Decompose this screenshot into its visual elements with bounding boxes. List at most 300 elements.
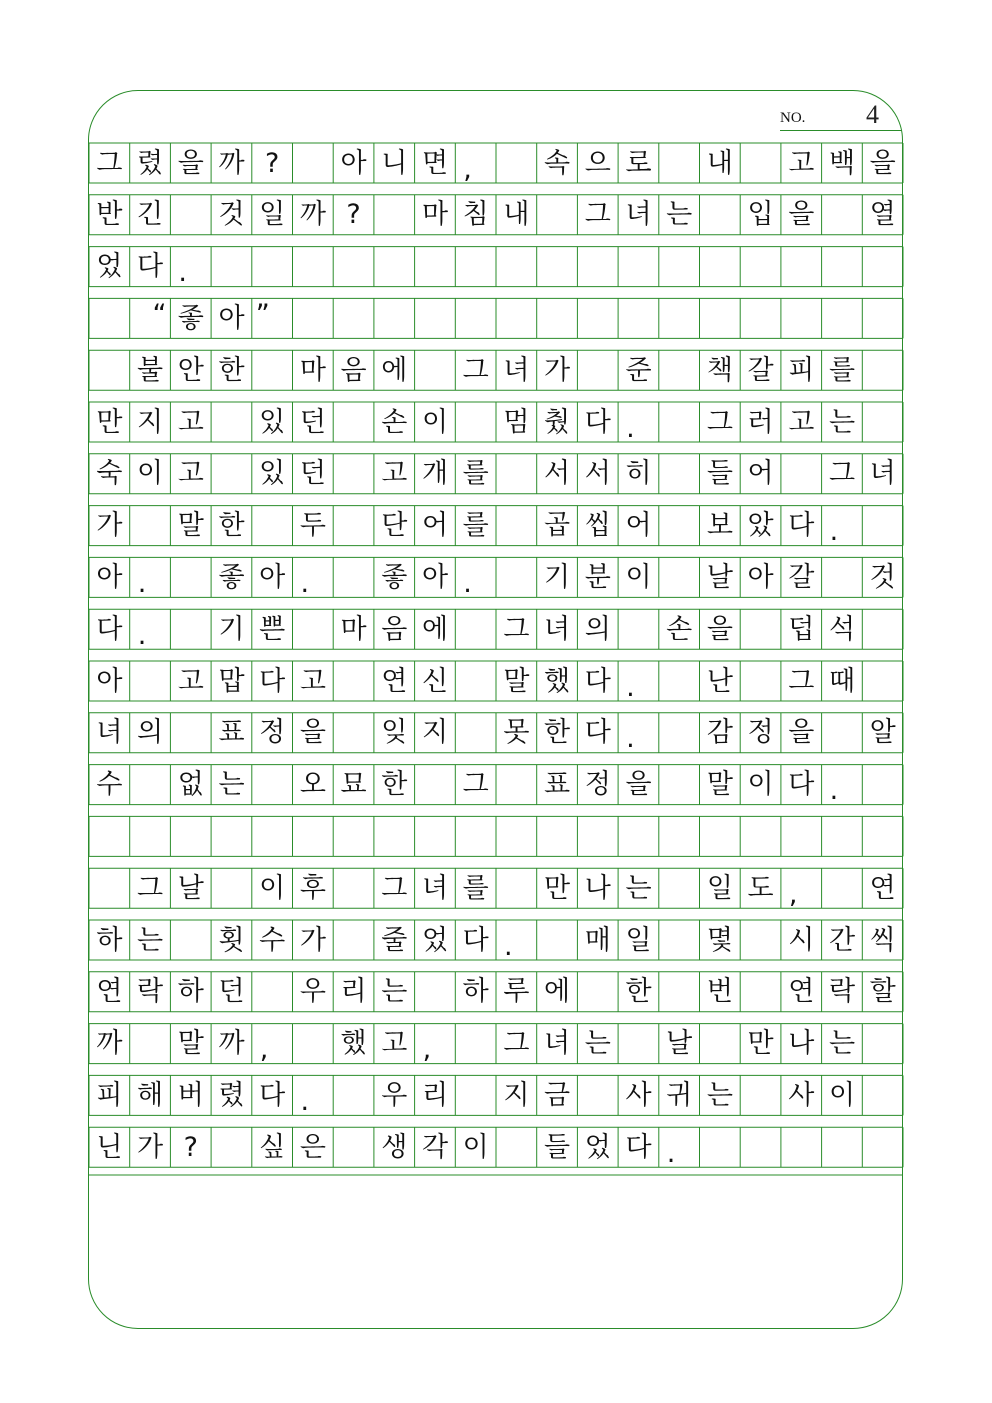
grid-cell-char: 있 [259,458,286,490]
grid-cell-char: 고 [177,458,204,490]
grid-cell-char: 덥 [788,613,815,645]
grid-cell-char [130,1024,171,1064]
grid-cell-char: 감 [706,717,733,749]
grid-cell-char: 갈 [788,561,815,593]
grid-cell-char [170,713,211,753]
grid-cell-char: . [137,567,147,599]
grid-cell-char: 우 [381,1079,408,1111]
grid-cell-char: 불 [137,354,164,386]
grid-cell-char: ? [346,199,361,231]
grid-cell-char [659,661,700,701]
grid-cell-char [700,195,741,235]
grid-cell-char: . [137,619,147,651]
grid-cell-char [252,506,293,546]
grid-cell-char: 닌 [96,1131,123,1163]
grid-cell-char: 었 [584,1131,611,1163]
grid-cell-char: 니 [381,147,408,179]
grid-cell-char: 싶 [259,1131,286,1163]
grid-cell-char: 녀 [544,1028,571,1060]
grid-cell-char: “ [152,298,167,330]
grid-cell-char [170,609,211,649]
grid-cell-char: ? [183,1131,198,1163]
grid-cell-char [455,1024,496,1064]
grid-cell-char: 는 [381,976,408,1008]
grid-cell-char [252,972,293,1012]
grid-cell-char: 마 [421,199,449,231]
grid-cell-char: 고 [177,665,204,697]
grid-cell-char: ” [255,298,270,330]
grid-cell-char: 한 [544,717,571,749]
grid-cell-char [618,609,659,649]
grid-cell-char [822,557,863,597]
grid-cell-char: 를 [828,354,856,386]
grid-cell-char: 정 [584,769,611,801]
grid-cell-char: 지 [137,406,164,438]
grid-cell-char: 한 [625,976,652,1008]
grid-cell-char: 을 [706,613,733,645]
grid-cell-char [455,661,496,701]
grid-cell-char: 없 [177,769,204,801]
grid-cell-char: 지 [421,717,449,749]
grid-cell-char: 그 [503,1028,530,1060]
grid-cell-char: 것 [869,561,896,593]
grid-cell-char: . [829,516,839,548]
grid-cell-char: 때 [828,665,856,697]
grid-cell-char: 루 [503,976,530,1008]
grid-cell-char: . [666,1137,676,1169]
grid-cell-char: 수 [259,924,286,956]
grid-cell-char: 까 [218,1028,245,1060]
grid-cell-char: 날 [706,561,733,593]
grid-cell-char: 생 [381,1131,408,1163]
grid-cell-char [170,195,211,235]
grid-cell-char: 이 [828,1079,856,1111]
grid-cell-char: 의 [584,613,611,645]
grid-cell-char: 를 [462,510,489,542]
grid-cell-char: 고 [381,1028,408,1060]
grid-cell-char: 마 [299,354,326,386]
grid-cell-char: 좋 [381,561,408,593]
grid-cell-char: 아 [96,665,123,697]
grid-cell-char [211,1127,252,1167]
grid-cell-char: 일 [625,924,652,956]
grid-cell-char [659,350,700,390]
grid-cell-char: 묘 [340,769,367,801]
grid-cell-char: 그 [462,354,489,386]
grid-cell-char: 백 [828,147,856,179]
grid-cell-char [496,506,537,546]
grid-cell-char: 줄 [381,924,408,956]
grid-cell-char: 는 [137,924,164,956]
grid-cell-char: 연 [96,976,123,1008]
grid-cell-char: 연 [788,976,815,1008]
grid-cell-char: 그 [96,147,123,179]
grid-cell-char: 러 [747,406,774,438]
grid-cell-char: 하 [177,976,204,1008]
grid-cell-char: 맙 [218,665,245,697]
grid-cell-char: 몇 [706,924,733,956]
page-number: 4 [866,100,879,129]
grid-cell-char: 가 [299,924,326,956]
grid-cell-char [862,1075,903,1115]
grid-cell-char: 단 [381,510,408,542]
grid-cell-char [496,454,537,494]
grid-cell-char: 말 [177,510,204,542]
grid-cell-char: 했 [544,665,571,697]
grid-cell-char: 만 [96,406,123,438]
grid-cell-char: 알 [869,717,896,749]
grid-cell-char: 각 [421,1131,449,1163]
grid-cell-char: 것 [218,199,245,231]
grid-cell-char [659,557,700,597]
grid-cell-char: 가 [544,354,571,386]
grid-cell-char [659,920,700,960]
grid-cell-char: 이 [462,1131,489,1163]
grid-cell-char: 하 [96,924,123,956]
grid-cell-char: 녀 [96,717,123,749]
grid-cell-char: 서 [584,458,611,490]
grid-cell-char: 아 [218,302,245,334]
grid-cell-char: 사 [788,1079,815,1111]
grid-cell-char: . [829,775,839,807]
grid-cell-char [862,350,903,390]
grid-cell-char [455,1075,496,1115]
grid-cell-char: 말 [503,665,530,697]
grid-cell-char: 좋 [218,561,245,593]
grid-cell-char: 기 [544,561,571,593]
grid-cell-char: 아 [747,561,774,593]
grid-cell-char [415,350,456,390]
grid-cell-char: 던 [299,406,326,438]
grid-cell-char: 을 [788,199,815,231]
grid-cell-char [130,506,171,546]
grid-cell-char: 다 [584,717,611,749]
grid-cell-char: 속 [544,147,571,179]
grid-cell-char [700,1024,741,1064]
grid-cell-char: 열 [869,199,896,231]
grid-cell-char: 을 [299,717,326,749]
grid-cell-char: 음 [340,354,367,386]
grid-cell-char: 한 [218,510,245,542]
grid-cell-char: 락 [828,976,856,1008]
grid-cell-char [252,350,293,390]
grid-cell-char: 어 [625,510,652,542]
grid-cell-char: 만 [544,872,571,904]
grid-cell-char [89,350,130,390]
grid-cell-char: 준 [625,354,652,386]
grid-cell-char: 을 [625,769,652,801]
grid-cell-char: 두 [299,510,326,542]
grid-cell-char: 나 [584,872,611,904]
grid-cell-char: 다 [584,406,611,438]
grid-cell-char: 매 [584,924,611,956]
grid-cell-char [333,1127,374,1167]
grid-cell-char [862,609,903,649]
grid-cell-char: 손 [381,406,408,438]
grid-cell-char [170,920,211,960]
grid-cell-char: , [422,1034,432,1066]
grid-cell-char: 귀 [666,1079,693,1111]
grid-cell-char [130,765,171,805]
grid-cell-char: 는 [666,199,693,231]
grid-cell-char: 녀 [421,872,449,904]
grid-cell-char [659,972,700,1012]
grid-cell-char: 해 [137,1079,164,1111]
grid-cell-char [577,1075,618,1115]
grid-cell-char: 어 [421,510,449,542]
grid-cell-char: 피 [788,354,815,386]
grid-cell-char [822,195,863,235]
grid-cell-char: 말 [177,1028,204,1060]
grid-cell-char [496,1127,537,1167]
grid-cell-char: 아 [340,147,367,179]
grid-cell-char [455,609,496,649]
grid-cell-char: 락 [137,976,164,1008]
grid-cell-char: 석 [828,613,856,645]
grid-cell-char: 나 [788,1028,815,1060]
grid-cell-char: 고 [788,406,815,438]
grid-cell-char: . [626,723,635,755]
grid-cell-char [333,1075,374,1115]
grid-cell-char [862,1024,903,1064]
grid-cell-char: 그 [137,872,164,904]
grid-cell-char: 못 [503,717,530,749]
grid-cell-char: 갈 [747,354,774,386]
grid-cell-char: 기 [218,613,245,645]
grid-cell-char: 일 [259,199,286,231]
grid-cell-char: 이 [137,458,164,490]
grid-cell-char: 고 [177,406,204,438]
grid-cell-char: 다 [584,665,611,697]
grid-cell-char [333,557,374,597]
grid-cell-char: 에 [381,354,408,386]
grid-cell-char: 그 [828,458,856,490]
grid-cell-char: 반 [96,199,123,231]
grid-cell-char [130,661,171,701]
grid-cell-char: 던 [299,458,326,490]
grid-cell-char: 는 [706,1079,733,1111]
grid-cell-char: 녀 [503,354,530,386]
grid-cell-char: 이 [259,872,286,904]
grid-cell-char [822,713,863,753]
grid-cell-char: 을 [869,147,896,179]
grid-cell-char: 한 [218,354,245,386]
grid-cell-char: . [504,930,513,962]
grid-cell-char: 책 [706,354,733,386]
grid-cell-char: . [626,671,635,703]
grid-cell-char: 를 [462,458,489,490]
grid-cell-char: . [300,1085,310,1117]
grid-cell-char: 고 [788,147,815,179]
grid-cell-char [252,765,293,805]
grid-cell-char [333,454,374,494]
grid-cell-char: 까 [96,1028,123,1060]
grid-cell-char [293,1024,334,1064]
grid-cell-char: 히 [625,458,652,490]
grid-cell-char [659,506,700,546]
grid-cell-char: 긴 [137,199,164,231]
grid-cell-char: 했 [340,1028,367,1060]
grid-cell-char [862,661,903,701]
grid-cell-char [659,454,700,494]
grid-cell-char: 녀 [625,199,652,231]
grid-cell-char [455,402,496,442]
grid-cell-char [537,920,578,960]
grid-cell-char [740,1075,781,1115]
grid-cell-char: 었 [96,251,123,283]
grid-cell-char: 금 [544,1079,571,1111]
grid-cell-char: , [259,1034,269,1066]
grid-cell-char: 횟 [218,924,245,956]
grid-cell-char [170,557,211,597]
grid-cell-char: . [300,567,310,599]
grid-cell-char: 아 [421,561,449,593]
grid-cell-char [659,868,700,908]
grid-cell-char: 음 [381,613,408,645]
grid-cell-char: 만 [747,1028,774,1060]
page-number-label: NO. [780,110,806,126]
grid-cell-char: 내 [706,147,733,179]
grid-cell-char [659,713,700,753]
grid-cell-char [740,920,781,960]
grid-cell-char: 다 [788,769,815,801]
grid-cell-char: 을 [177,147,204,179]
grid-cell-char [293,609,334,649]
grid-cell-char [740,143,781,183]
grid-cell-char: 표 [544,769,571,801]
grid-cell-char: 도 [747,872,774,904]
grid-cell-char: 그 [584,199,611,231]
grid-cell-char: 녀 [544,613,571,645]
grid-cell-char: 피 [96,1079,123,1111]
grid-cell-char: 하 [462,976,489,1008]
grid-cell-char [374,195,415,235]
grid-cell-char [740,972,781,1012]
grid-cell-char: 가 [137,1131,164,1163]
grid-cell-char: . [463,567,472,599]
grid-cell-char: 다 [96,613,123,645]
grid-cell-char: 들 [706,458,733,490]
grid-cell-char: 한 [381,769,408,801]
grid-cell-char: 다 [259,665,286,697]
grid-cell-char [740,661,781,701]
grid-cell-char: 멈 [503,406,530,438]
grid-cell-char: 연 [381,665,408,697]
grid-cell-char: 씹 [584,510,611,542]
grid-cell-char: 는 [828,1028,856,1060]
grid-cell-char [781,454,822,494]
grid-cell-char: 까 [299,199,326,231]
grid-cell-char: 렸 [218,1079,245,1111]
grid-cell-char: 으 [584,147,611,179]
grid-cell-char [862,765,903,805]
grid-cell-char: 정 [259,717,286,749]
grid-cell-char: 좋 [177,302,204,334]
grid-cell-char: 아 [259,561,286,593]
grid-cell-char: 정 [747,717,774,749]
grid-cell-char: 는 [625,872,652,904]
grid-cell-char: 침 [462,199,489,231]
grid-cell-char: 어 [747,458,774,490]
grid-cell-char: 의 [137,717,164,749]
grid-cell-char: 서 [544,458,571,490]
grid-cell-char [211,402,252,442]
grid-cell-char: 을 [788,717,815,749]
grid-cell-char: 이 [421,406,449,438]
grid-cell-char [496,557,537,597]
grid-cell-char: 에 [421,613,449,645]
grid-cell-char [618,1024,659,1064]
grid-cell-char [862,506,903,546]
grid-cell-char [496,143,537,183]
grid-cell-char: 는 [828,406,856,438]
grid-cell-char: 곱 [544,510,571,542]
grid-cell-char [293,143,334,183]
grid-cell-char: 그 [788,665,815,697]
grid-cell-char: 표 [218,717,245,749]
grid-cell-char: 날 [177,872,204,904]
grid-cell-char: 췄 [544,406,571,438]
grid-cell-char: 고 [381,458,408,490]
grid-cell-char: 리 [340,976,367,1008]
grid-cell-char [537,195,578,235]
grid-cell-char: 다 [788,510,815,542]
grid-cell-char: 에 [544,976,571,1008]
grid-cell-char [577,350,618,390]
grid-cell-char: , [788,878,798,910]
grid-cell-char: 는 [584,1028,611,1060]
grid-cell-char: 번 [706,976,733,1008]
grid-cell-char: 고 [299,665,326,697]
grid-cell-char: 신 [421,665,449,697]
grid-cell-char [89,868,130,908]
grid-cell-char: 할 [869,976,896,1008]
grid-cell-char: 보 [706,510,733,542]
grid-cell-char [862,402,903,442]
grid-cell-char: 리 [421,1079,449,1111]
grid-cell-char: 수 [96,769,123,801]
grid-cell-char [496,765,537,805]
grid-cell-char [333,506,374,546]
grid-cell-char: 내 [503,199,530,231]
grid-cell-char: 다 [625,1131,652,1163]
grid-cell-char: 후 [299,872,326,904]
grid-cell-char [415,972,456,1012]
grid-cell-char: 난 [706,665,733,697]
grid-cell-char [89,298,130,338]
grid-cell-char: 사 [625,1079,652,1111]
grid-cell-char: . [178,257,187,289]
grid-cell-char: 버 [177,1079,204,1111]
grid-cell-char [659,402,700,442]
grid-cell-char: 안 [177,354,204,386]
grid-cell-char: 다 [462,924,489,956]
grid-cell-char: 았 [747,510,774,542]
grid-cell-char: 분 [584,561,611,593]
grid-cell-char: 잊 [381,717,408,749]
grid-cell-char: 던 [218,976,245,1008]
grid-cell-char [333,920,374,960]
grid-cell-char: 가 [96,510,123,542]
grid-cell-char: ? [265,147,280,179]
grid-cell-char [577,972,618,1012]
grid-cell-char: 들 [544,1131,571,1163]
grid-cell-char: 일 [706,872,733,904]
grid-cell-char: 숙 [96,458,123,490]
grid-cell-char: 이 [625,561,652,593]
grid-cell-char: 시 [788,924,815,956]
grid-cell-char: 연 [869,872,896,904]
